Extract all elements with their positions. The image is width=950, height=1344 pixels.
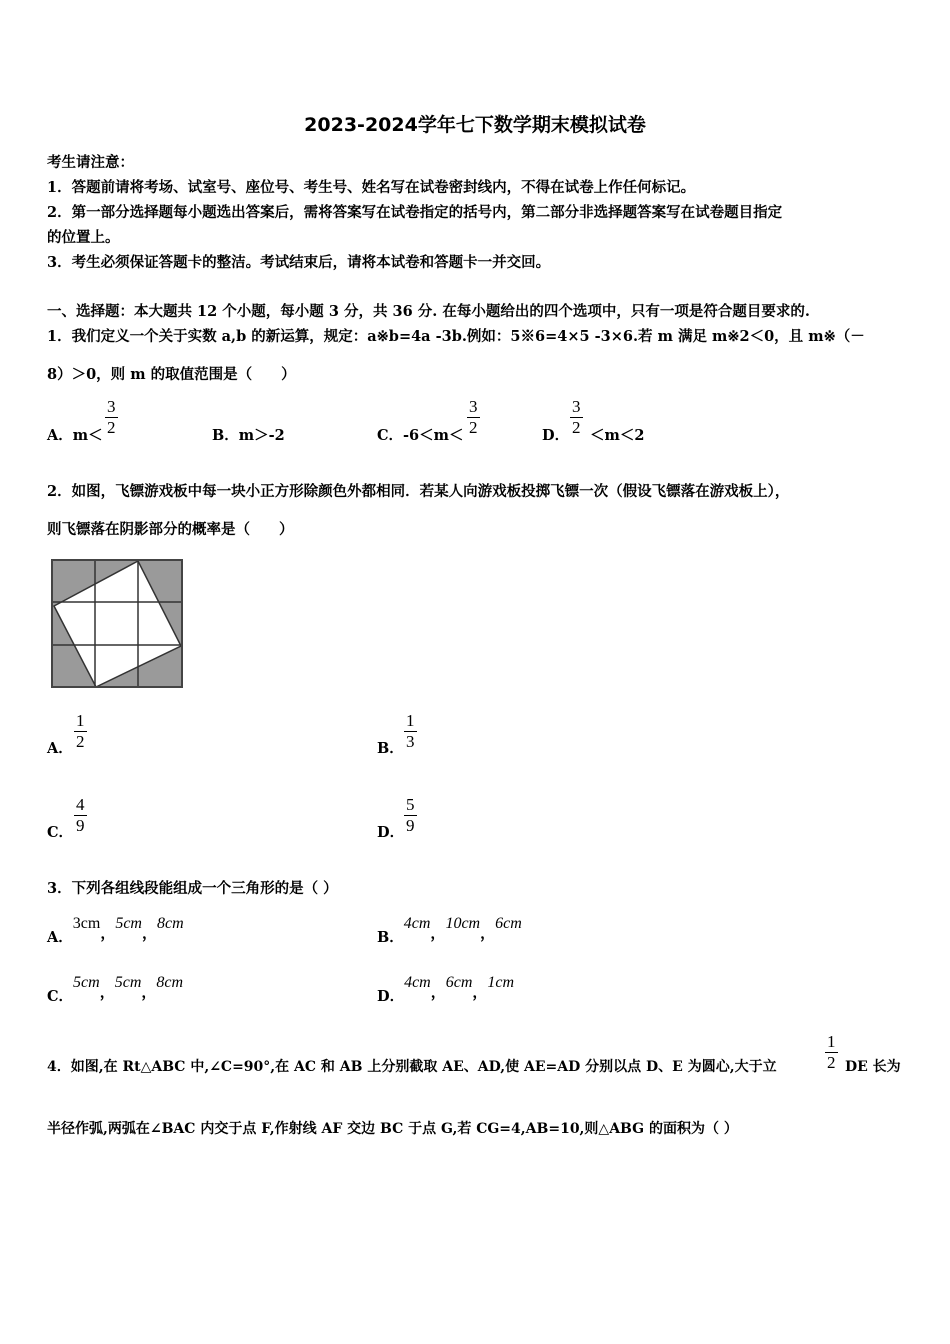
fraction-numerator: 4 — [76, 795, 85, 814]
q3-option-d-label: D． — [377, 988, 405, 1005]
q1-option-a-label: A．m＜ — [47, 427, 103, 444]
q3-option-c-label: C． — [47, 988, 74, 1005]
segment-length: 4cm — [404, 974, 431, 991]
fraction-denominator: 2 — [107, 418, 116, 437]
q1-option-d[interactable] — [542, 424, 569, 445]
q2-option-a[interactable]: A． — [47, 740, 73, 757]
q2-option-b-fraction — [404, 711, 417, 752]
q1-option-a[interactable] — [47, 424, 103, 445]
q3-option-a-label: A． — [47, 929, 73, 946]
fraction-denominator: 9 — [76, 816, 85, 835]
fraction-numerator: 5 — [406, 795, 415, 814]
q4-stem-line1-tail: DE 长为 — [845, 1059, 901, 1075]
separator: ， — [472, 983, 488, 1001]
segment-length: 1cm — [487, 974, 515, 991]
q1-stem-line2: 8）＞0，则 m 的取值范围是（ ） — [47, 366, 296, 383]
notice-line-2a: 2．第一部分选择题每小题选出答案后，需将答案写在试卷指定的括号内，第二部分非选择题答案写在试卷题目指定 — [47, 204, 783, 221]
fraction-denominator: 2 — [827, 1053, 836, 1072]
notice-heading: 考生请注意： — [47, 154, 134, 171]
segment-length: 5cm — [114, 974, 142, 991]
q1-option-c[interactable] — [377, 424, 464, 445]
separator: ， — [480, 924, 496, 942]
page-title: 2023-2024学年七下数学期末模拟试卷 — [304, 114, 646, 136]
q3-option-a[interactable] — [47, 912, 184, 946]
q4-stem-line2: 半径作弧,两弧在∠BAC 内交于点 F,作射线 AF 交边 BC 于点 G,若 CG=4,AB=10,则△ABG 的面积为（ ） — [47, 1121, 738, 1137]
separator: ， — [430, 924, 446, 942]
q3-option-b-label: B． — [377, 929, 404, 946]
fraction-denominator: 3 — [406, 732, 415, 751]
fraction-numerator: 1 — [76, 711, 85, 730]
q2-option-a-fraction — [74, 711, 87, 752]
q1-option-d-tail: ＜m＜2 — [590, 427, 645, 444]
segment-length: 8cm — [156, 974, 184, 991]
q1-option-a-fraction — [105, 397, 118, 438]
segment-length: 8cm — [157, 915, 184, 932]
separator: ， — [99, 983, 115, 1001]
q2-option-d-fraction — [404, 795, 417, 836]
fraction-numerator: 3 — [469, 397, 478, 416]
q3-stem: 3．下列各组线段能组成一个三角形的是（ ） — [47, 880, 338, 897]
fraction-denominator: 2 — [572, 418, 581, 437]
dartboard-figure — [51, 559, 183, 689]
fraction-denominator: 9 — [406, 816, 415, 835]
q2-option-b[interactable]: B． — [377, 740, 404, 757]
fraction-numerator: 1 — [827, 1032, 836, 1051]
q1-option-b[interactable]: B．m＞-2 — [212, 427, 285, 444]
q3-option-c[interactable] — [47, 971, 184, 1005]
q4-fraction — [825, 1032, 838, 1073]
fraction-numerator: 3 — [107, 397, 116, 416]
fraction-denominator: 2 — [469, 418, 478, 437]
q1-option-c-fraction — [467, 397, 480, 438]
segment-length: 5cm — [115, 915, 142, 932]
q2-stem-line1: 2．如图，飞镖游戏板中每一块小正方形除颜色外都相同．若某人向游戏板投掷飞镖一次（假设飞镖落在游戏板上）， — [47, 483, 790, 500]
q1-option-c-label: C．-6＜m＜ — [377, 427, 464, 444]
segment-length: 10cm — [445, 915, 481, 932]
q1-stem-line1: 1．我们定义一个关于实数 a,b 的新运算，规定：a※b=4a -3b.例如：5※6=4×5 -3×6.若 m 满足 m※2＜0，且 m※（－ — [47, 328, 865, 345]
notice-line-3: 3．考生必须保证答题卡的整洁。考试结束后，请将本试卷和答题卡一并交回。 — [47, 254, 551, 271]
segment-length: 6cm — [445, 974, 473, 991]
separator: ， — [100, 924, 116, 942]
q4-stem-line1: 4．如图,在 Rt△ABC 中,∠C=90°,在 AC 和 AB 上分别截取 AE、AD,使 AE=AD 分别以点 D、E 为圆心,大于立 — [47, 1059, 777, 1075]
separator: ， — [430, 983, 446, 1001]
notice-line-1: 1．答题前请将考场、试室号、座位号、考生号、姓名写在试卷密封线内，不得在试卷上作任何标记。 — [47, 179, 696, 196]
q2-option-c[interactable]: C． — [47, 824, 74, 841]
separator: ， — [141, 983, 157, 1001]
section-heading: 一、选择题：本大题共 12 个小题，每小题 3 分，共 36 分. 在每小题给出的四个选项中，只有一项是符合题目要求的. — [47, 303, 810, 320]
q1-option-d-label: D． — [542, 427, 570, 444]
q2-stem-line2: 则飞镖落在阴影部分的概率是（ ） — [47, 521, 294, 538]
segment-length: 4cm — [403, 915, 431, 932]
q1-option-d-fraction — [570, 397, 583, 438]
fraction-denominator: 2 — [76, 732, 85, 751]
segment-length: 5cm — [73, 974, 100, 991]
fraction-numerator: 1 — [406, 711, 415, 730]
q3-option-b[interactable] — [377, 912, 522, 946]
q3-option-d[interactable] — [377, 971, 515, 1005]
separator: ， — [141, 924, 157, 942]
fraction-numerator: 3 — [572, 397, 581, 416]
q2-option-d[interactable]: D． — [377, 824, 405, 841]
segment-length: 3cm — [72, 915, 101, 932]
q2-option-c-fraction — [74, 795, 87, 836]
segment-length: 6cm — [495, 915, 522, 932]
notice-line-2b: 的位置上。 — [47, 229, 120, 246]
